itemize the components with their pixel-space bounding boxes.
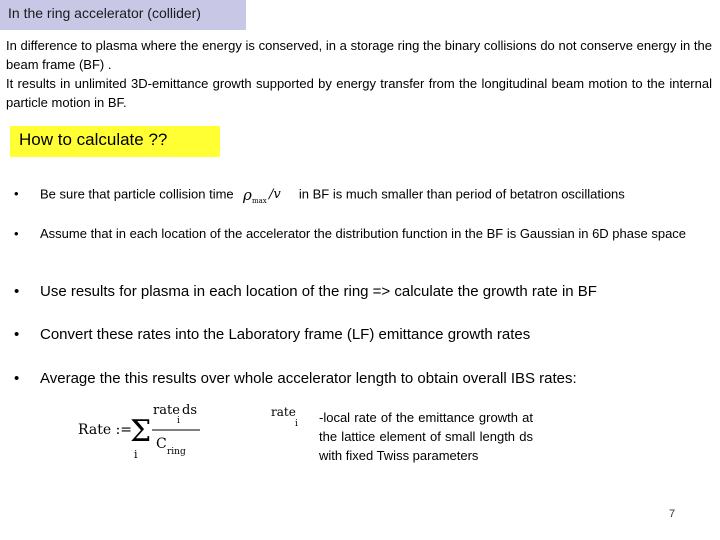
how-to-calculate-label: How to calculate ?? — [10, 126, 220, 157]
formula-lhs: Rate := — [78, 422, 133, 438]
ibs-rate-formula — [78, 400, 208, 462]
rate-i-symbol — [270, 402, 304, 430]
bullet-text-after: in BF is much smaller than period of betatron oscillations — [298, 186, 625, 202]
bullet-dot-icon: • — [14, 186, 19, 201]
rate-i-description: -local rate of the emittance growth at the lattice element of small length ds with fixed Twiss parameters — [319, 410, 533, 463]
bullet-text: Convert these rates into the Laboratory frame (LF) emittance growth rates — [40, 326, 531, 343]
formula-numerator-ds: ds — [182, 403, 197, 418]
bullet-gaussian-assumption — [14, 224, 704, 243]
bullet-text-before: Be sure that particle collision time — [40, 186, 234, 202]
page-number: 7 — [669, 508, 676, 520]
formula-denominator-sub: ring — [167, 447, 186, 457]
bullet-plasma-results — [14, 282, 704, 301]
svg-text:/v: /v — [269, 187, 282, 202]
formula-denominator: C — [156, 436, 167, 452]
svg-text:max: max — [252, 197, 268, 205]
intro-line-1: In difference to plasma where the energy is conserved, in a storage ring the binary collisions do not conserve energy in the beam frame (BF) . — [6, 38, 712, 72]
formula-numerator: rate — [153, 403, 180, 418]
intro-line-2: It results in unlimited 3D-emittance growth supported by energy transfer from the longitudinal beam motion to the internal particle motion in BF. — [6, 76, 712, 110]
slide-title: In the ring accelerator (collider) — [0, 0, 246, 30]
bullet-dot-icon: • — [14, 370, 20, 387]
intro-text — [6, 36, 712, 112]
sum-index: i — [134, 448, 138, 461]
bullet-average-rates — [14, 369, 704, 388]
bullet-text: Assume that in each location of the accelerator the distribution function in the BF is Gaussian in 6D phase space — [40, 226, 687, 241]
bullet-dot-icon: • — [14, 226, 19, 241]
rate-i-sub: i — [295, 419, 298, 429]
formula-numerator-sub: i — [177, 416, 180, 426]
bullet-convert-rates — [14, 325, 704, 344]
rate-i-label: rate — [271, 405, 296, 419]
rho-max-over-v-math — [241, 184, 291, 206]
svg-text:ρ: ρ — [243, 186, 253, 204]
bullet-text — [40, 184, 704, 206]
bullet-dot-icon: • — [14, 283, 20, 300]
bullet-text: Use results for plasma in each location of the ring => calculate the growth rate in BF — [40, 283, 597, 300]
sum-symbol-icon: Σ — [130, 414, 152, 449]
bullet-dot-icon: • — [14, 326, 20, 343]
bullet-text: Average the this results over whole accelerator length to obtain overall IBS rates: — [40, 370, 577, 387]
bullet-collision-time — [14, 184, 704, 206]
